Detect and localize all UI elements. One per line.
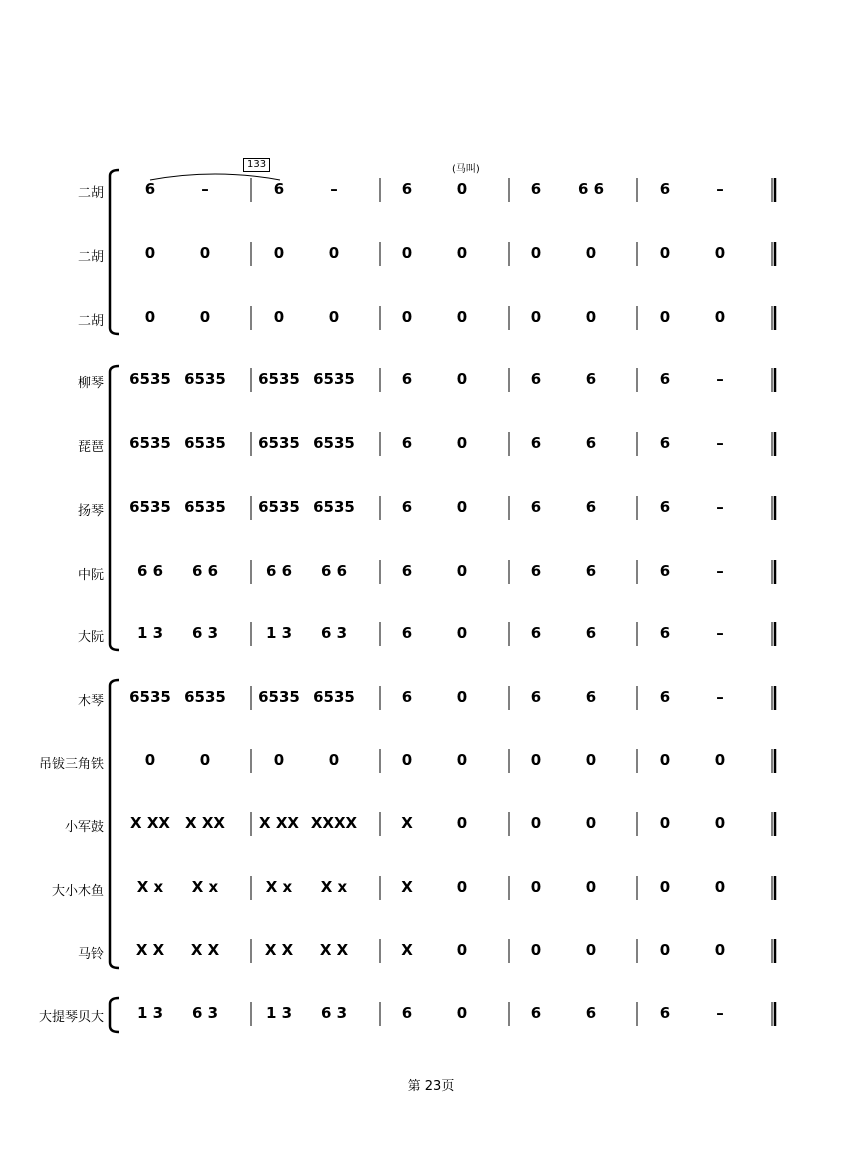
- instrument-label: 大小木鱼: [51, 884, 104, 899]
- note: 6: [401, 1004, 413, 1022]
- note: X x: [265, 878, 293, 896]
- note: 6: [530, 370, 542, 388]
- note: –: [716, 624, 724, 642]
- note: 0: [659, 751, 671, 769]
- note: 6 6: [265, 562, 293, 580]
- note: 0: [456, 498, 468, 516]
- note: 6: [144, 180, 156, 198]
- note: 6: [659, 624, 671, 642]
- note: 0: [659, 814, 671, 832]
- note: –: [716, 688, 724, 706]
- instrument-label: 柳琴: [77, 376, 104, 391]
- note: 0: [199, 308, 211, 326]
- note: 6535: [313, 434, 355, 452]
- note: 6: [659, 562, 671, 580]
- note: 6535: [313, 370, 355, 388]
- note: 0: [401, 751, 413, 769]
- note: 6: [659, 688, 671, 706]
- note: X X: [190, 941, 220, 959]
- note: 0: [456, 688, 468, 706]
- note: 6: [401, 624, 413, 642]
- note: 0: [144, 244, 156, 262]
- note: 6535: [258, 498, 300, 516]
- note: 6 6: [577, 180, 605, 198]
- note: 0: [199, 244, 211, 262]
- note: 6 6: [191, 562, 219, 580]
- note: 0: [456, 624, 468, 642]
- note: X XX: [130, 814, 170, 832]
- note: 0: [401, 244, 413, 262]
- note: 0: [401, 308, 413, 326]
- note: 0: [144, 751, 156, 769]
- note: X: [401, 941, 413, 959]
- note: 6535: [184, 498, 226, 516]
- note: 6 3: [320, 624, 348, 642]
- note: 0: [456, 434, 468, 452]
- note: 0: [456, 180, 468, 198]
- note: 0: [273, 244, 285, 262]
- instrument-label: 大提琴贝大: [38, 1010, 104, 1025]
- note: X x: [136, 878, 164, 896]
- note: X X: [264, 941, 294, 959]
- instrument-label: 小军鼓: [64, 820, 104, 835]
- note: 0: [714, 941, 726, 959]
- note: X: [401, 878, 413, 896]
- note: 6 3: [191, 1004, 219, 1022]
- note: 0: [659, 244, 671, 262]
- note: 0: [585, 878, 597, 896]
- note: 6 6: [320, 562, 348, 580]
- note: 6: [585, 562, 597, 580]
- note: 6: [659, 498, 671, 516]
- note: 0: [328, 751, 340, 769]
- note: 0: [328, 308, 340, 326]
- note: 6: [530, 688, 542, 706]
- note: 0: [530, 308, 542, 326]
- note: X X: [319, 941, 349, 959]
- instrument-label: 大阮: [77, 630, 104, 645]
- note: 0: [714, 751, 726, 769]
- note: 6: [585, 434, 597, 452]
- note: 6535: [258, 370, 300, 388]
- note: –: [716, 498, 724, 516]
- note: 6: [530, 624, 542, 642]
- note: 0: [585, 814, 597, 832]
- note: 6: [530, 180, 542, 198]
- instrument-label: 马铃: [77, 947, 104, 962]
- note: 6: [401, 434, 413, 452]
- note: –: [716, 180, 724, 198]
- note: 0: [456, 941, 468, 959]
- note: 0: [456, 814, 468, 832]
- note: 1 3: [265, 624, 293, 642]
- note: 0: [456, 878, 468, 896]
- note: 6: [585, 624, 597, 642]
- note: 0: [456, 244, 468, 262]
- note: X x: [191, 878, 219, 896]
- note: –: [716, 370, 724, 388]
- note: 6: [530, 434, 542, 452]
- note: 6: [530, 562, 542, 580]
- page-number: 第 23页: [407, 1079, 455, 1094]
- tie-arc: [150, 174, 280, 180]
- instrument-label: 二胡: [77, 314, 104, 329]
- note: 6: [530, 498, 542, 516]
- instrument-label: 琵琶: [77, 440, 104, 455]
- note: 6535: [184, 370, 226, 388]
- note: 0: [585, 308, 597, 326]
- instrument-label: 二胡: [77, 186, 104, 201]
- note: 0: [714, 878, 726, 896]
- group-bracket: [110, 366, 119, 650]
- note: 0: [714, 814, 726, 832]
- note: 6 3: [320, 1004, 348, 1022]
- note: 0: [659, 308, 671, 326]
- group-bracket: [110, 170, 119, 334]
- note: 6535: [313, 498, 355, 516]
- note: 0: [456, 308, 468, 326]
- note: 0: [456, 1004, 468, 1022]
- note: 0: [585, 244, 597, 262]
- note: 0: [273, 751, 285, 769]
- note: 6: [585, 498, 597, 516]
- note: 6: [585, 688, 597, 706]
- instrument-label: 吊钹三角铁: [38, 757, 104, 772]
- note: 6: [401, 688, 413, 706]
- note: 1 3: [136, 624, 164, 642]
- group-bracket: [110, 680, 119, 968]
- note: 6: [401, 562, 413, 580]
- note: 6535: [184, 434, 226, 452]
- note: 0: [530, 941, 542, 959]
- note: –: [201, 180, 209, 198]
- note: 0: [530, 814, 542, 832]
- note: 0: [199, 751, 211, 769]
- note: 6 6: [136, 562, 164, 580]
- note: 0: [530, 878, 542, 896]
- note: –: [716, 562, 724, 580]
- note: 6535: [313, 688, 355, 706]
- note: 6535: [258, 434, 300, 452]
- note: 0: [144, 308, 156, 326]
- instrument-label: 中阮: [77, 568, 104, 583]
- note: –: [716, 1004, 724, 1022]
- note: 6: [659, 180, 671, 198]
- note: 6: [530, 1004, 542, 1022]
- note: 0: [456, 751, 468, 769]
- note: 0: [328, 244, 340, 262]
- instrument-label: 二胡: [77, 250, 104, 265]
- group-bracket: [110, 998, 119, 1032]
- note: 0: [585, 941, 597, 959]
- note: 6: [401, 180, 413, 198]
- note: 0: [585, 751, 597, 769]
- note: 6: [659, 1004, 671, 1022]
- note: 0: [714, 308, 726, 326]
- note: X: [401, 814, 413, 832]
- note: 6: [585, 370, 597, 388]
- note: 0: [456, 562, 468, 580]
- note: 1 3: [136, 1004, 164, 1022]
- note: 0: [456, 370, 468, 388]
- note: X XX: [259, 814, 299, 832]
- note: 6535: [129, 370, 171, 388]
- note: 6535: [129, 498, 171, 516]
- note: 6: [273, 180, 285, 198]
- note: 0: [714, 244, 726, 262]
- note: 6535: [129, 434, 171, 452]
- note: 6535: [129, 688, 171, 706]
- note: –: [716, 434, 724, 452]
- note: 0: [659, 941, 671, 959]
- note: 0: [273, 308, 285, 326]
- note: 6: [659, 370, 671, 388]
- note: 6535: [184, 688, 226, 706]
- note: X X: [135, 941, 165, 959]
- note: X x: [320, 878, 348, 896]
- note: 6 3: [191, 624, 219, 642]
- note: –: [330, 180, 338, 198]
- annotation-text: (马叫): [452, 164, 480, 175]
- instrument-label: 扬琴: [77, 504, 104, 519]
- note: 6: [585, 1004, 597, 1022]
- instrument-label: 木琴: [77, 694, 104, 709]
- note: 0: [659, 878, 671, 896]
- note: 6: [401, 498, 413, 516]
- note: 6: [659, 434, 671, 452]
- note: 0: [530, 244, 542, 262]
- note: 1 3: [265, 1004, 293, 1022]
- note: X XX: [185, 814, 225, 832]
- rehearsal-mark: 133: [243, 158, 270, 172]
- note: 6: [401, 370, 413, 388]
- note: 0: [530, 751, 542, 769]
- note: XXXX: [310, 814, 358, 832]
- note: 6535: [258, 688, 300, 706]
